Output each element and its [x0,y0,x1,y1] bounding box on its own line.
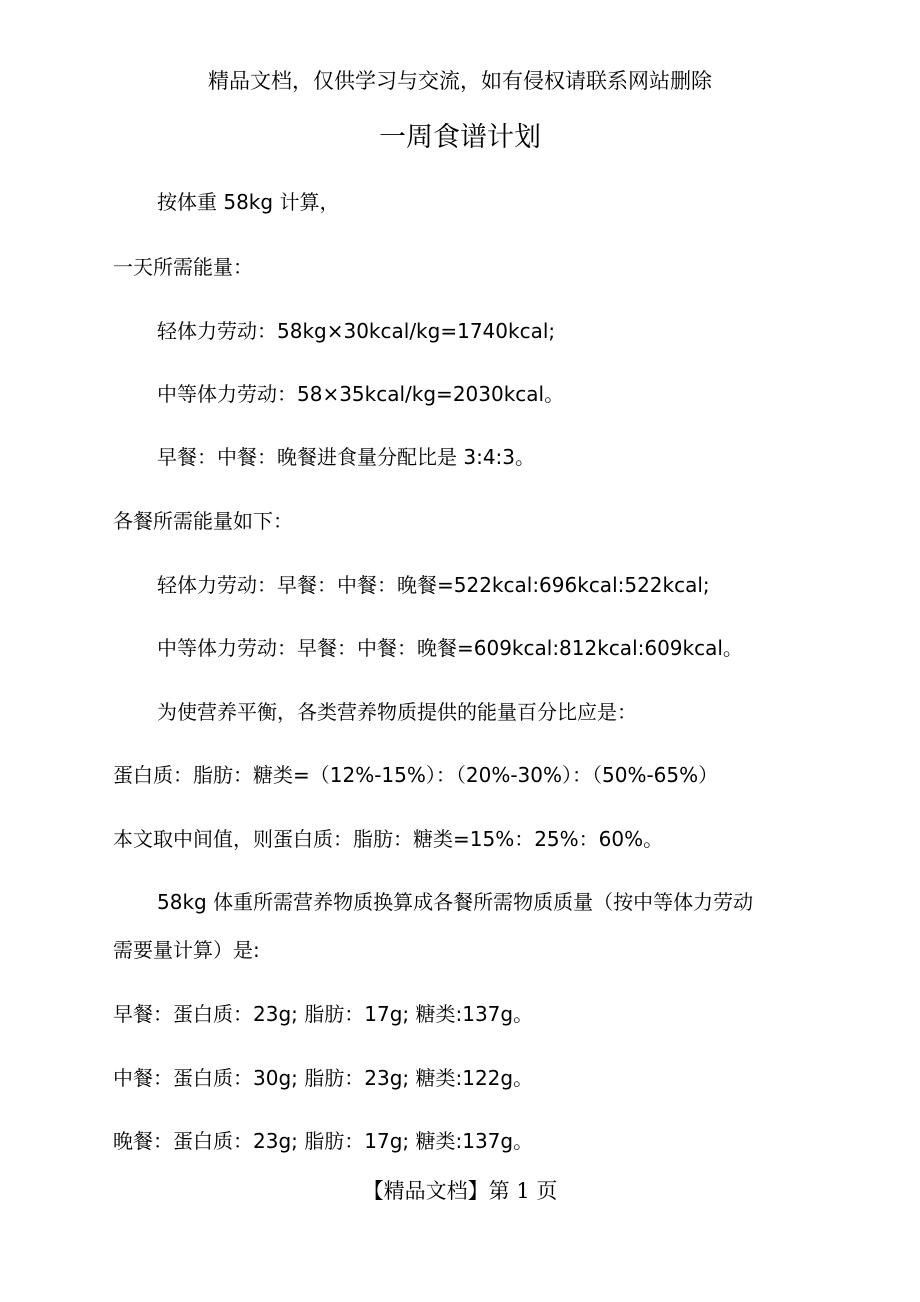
lunch-nutrients: 中餐：蛋白质：30g; 脂肪：23g; 糖类:122g。 [113,1066,534,1090]
breakfast-nutrients: 早餐：蛋白质：23g; 脂肪：17g; 糖类:137g。 [113,1002,534,1026]
daily-energy-heading: 一天所需能量： [113,255,253,279]
header-disclaimer: 精品文档，仅供学习与交流，如有侵权请联系网站删除 [208,69,712,93]
page-footer: 【精品文档】第 1 页 [362,1179,558,1203]
nutrient-range-ratio: 蛋白质：脂肪：糖类=（12%-15%）：（20%-30%）：（50%-65%） [113,763,719,787]
dinner-nutrients: 晚餐：蛋白质：23g; 脂肪：17g; 糖类:137g。 [113,1129,534,1153]
weight-basis-text: 按体重 58kg 计算， [157,190,340,214]
medium-labor-daily-energy: 中等体力劳动：58×35kcal/kg=2030kcal。 [157,382,565,406]
medium-labor-meal-energy: 中等体力劳动：早餐：中餐：晚餐=609kcal:812kcal:609kcal。 [157,636,743,660]
nutrient-balance-intro: 为使营养平衡，各类营养物质提供的能量百分比应是： [157,700,637,724]
page-title: 一周食谱计划 [379,122,541,153]
per-meal-energy-heading: 各餐所需能量如下： [113,509,293,533]
conversion-text-line-1: 58kg 体重所需营养物质换算成各餐所需物质质量（按中等体力劳动 [157,890,754,914]
light-labor-daily-energy: 轻体力劳动：58kg×30kcal/kg=1740kcal; [157,319,556,343]
conversion-text-line-2: 需要量计算）是: [113,938,260,962]
meal-ratio-text: 早餐：中餐：晚餐进食量分配比是 3:4:3。 [157,445,536,469]
nutrient-midpoint-ratio: 本文取中间值，则蛋白质：脂肪：糖类=15%：25%：60%。 [113,827,664,851]
light-labor-meal-energy: 轻体力劳动：早餐：中餐：晚餐=522kcal:696kcal:522kcal; [157,573,710,597]
